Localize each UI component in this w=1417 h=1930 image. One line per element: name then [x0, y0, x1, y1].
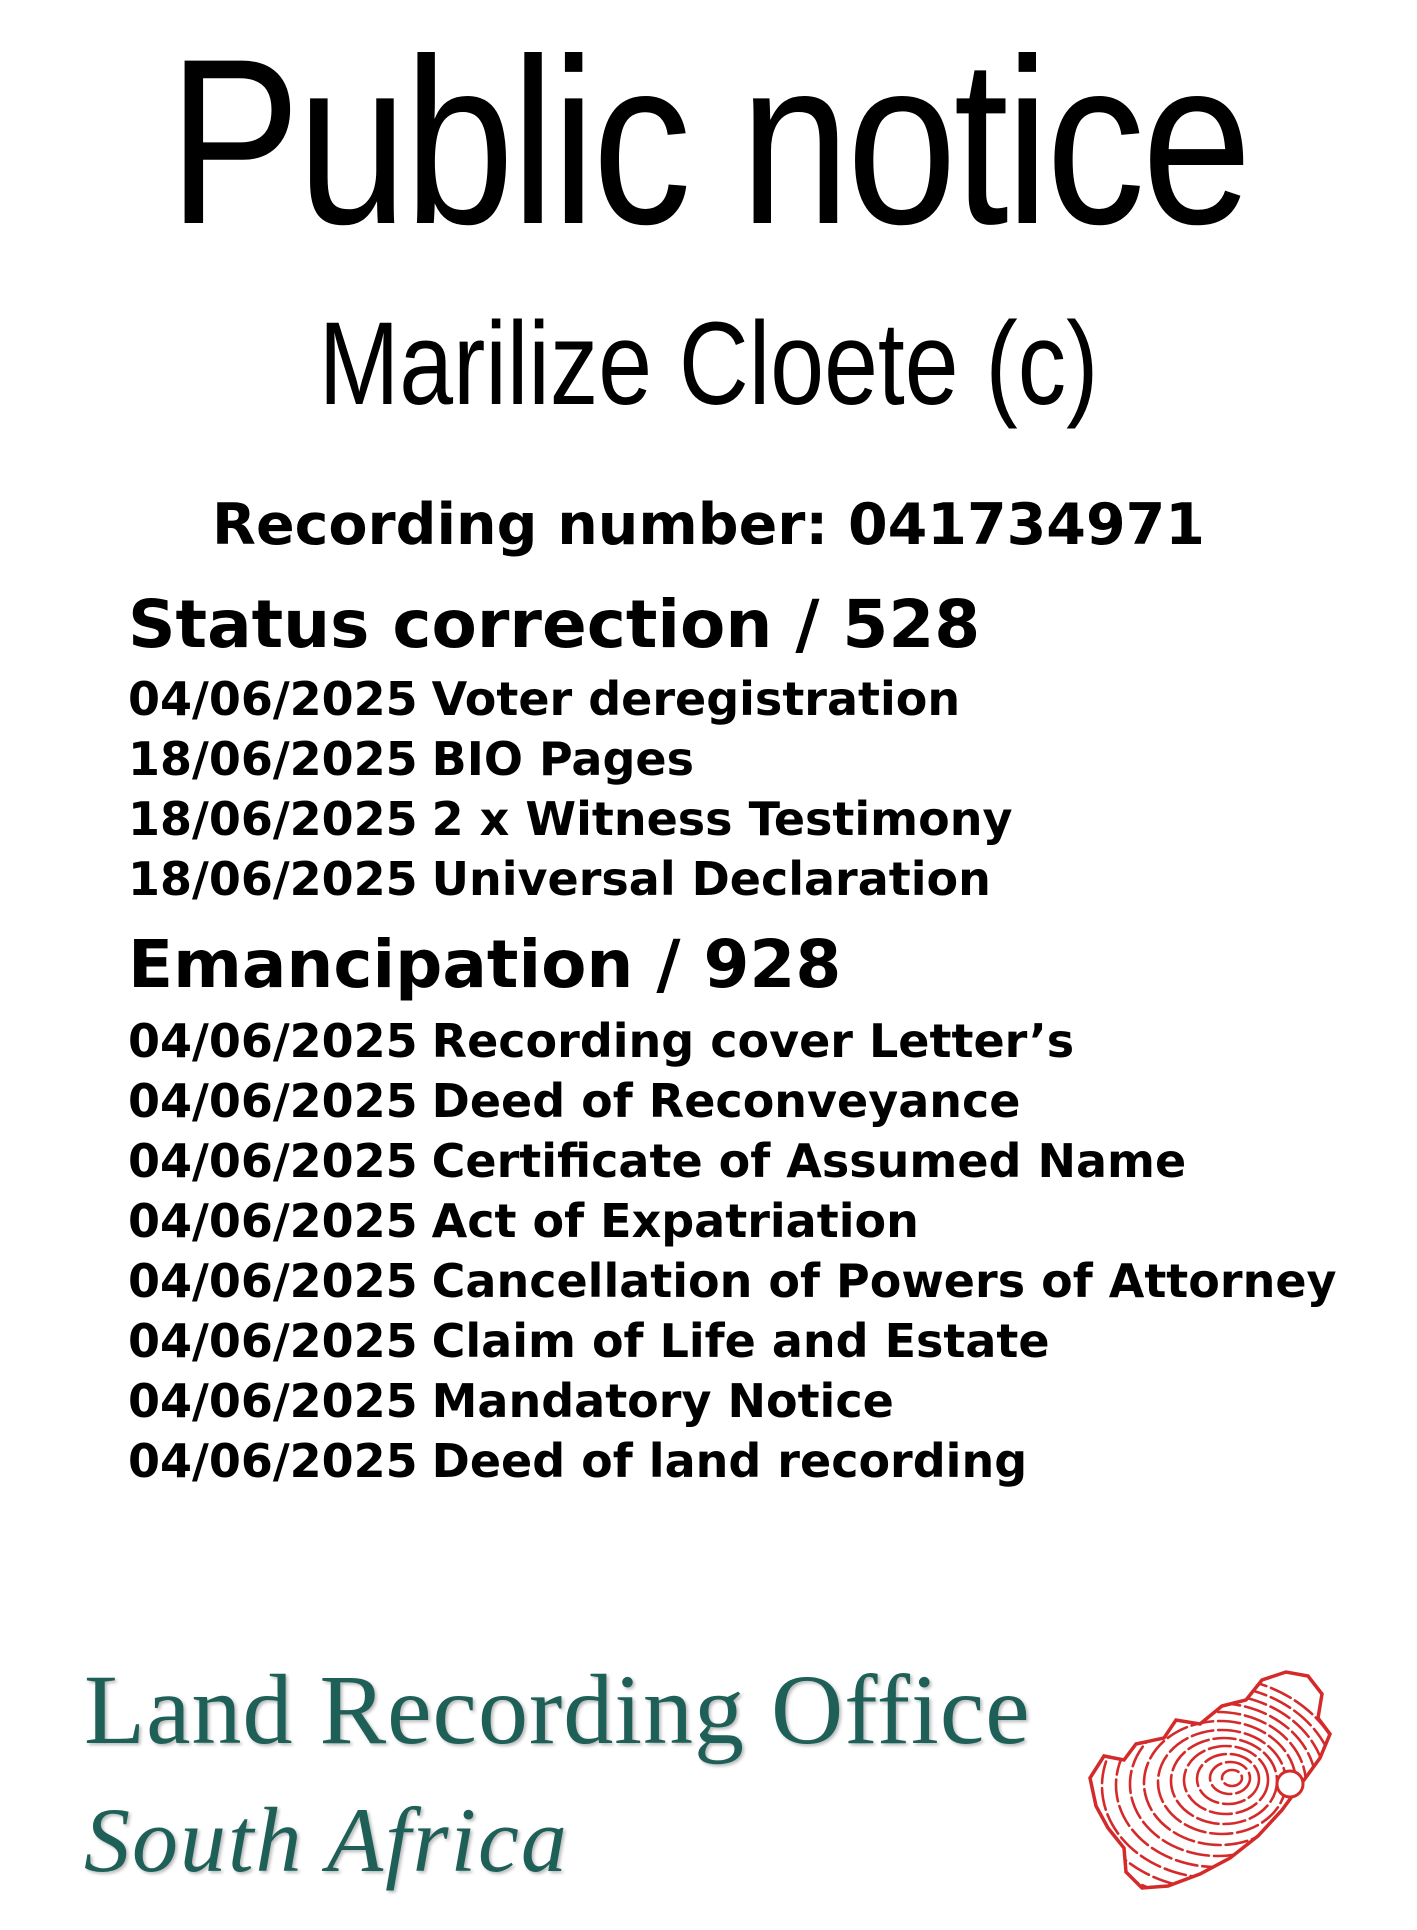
- entry-text: 2 x Witness Testimony: [431, 792, 1013, 846]
- page-title: Public notice: [168, 10, 1249, 274]
- entry-text: BIO Pages: [431, 732, 694, 786]
- entry-text: Voter deregistration: [431, 672, 961, 726]
- entry-text: Deed of land recording: [431, 1434, 1028, 1488]
- entry-date: 04/06/2025: [128, 1254, 418, 1308]
- entry-date: 04/06/2025: [128, 1194, 418, 1248]
- entry-text: Cancellation of Powers of Attorney: [431, 1254, 1337, 1308]
- list-item: [128, 1251, 1337, 1311]
- entry-date: 04/06/2025: [128, 1314, 418, 1368]
- entry-date: 18/06/2025: [128, 852, 418, 906]
- section-emancipation: [128, 925, 1337, 1491]
- entry-text: Recording cover Letter’s: [431, 1014, 1075, 1068]
- list-item: [128, 669, 1012, 729]
- list-item: [128, 1311, 1337, 1371]
- south-africa-fingerprint-map-icon: [1072, 1660, 1342, 1910]
- list-item: [128, 729, 1012, 789]
- entry-text: Certificate of Assumed Name: [431, 1134, 1187, 1188]
- entry-text: Universal Declaration: [431, 852, 991, 906]
- list-item: [128, 1371, 1337, 1431]
- entry-list: [128, 669, 1012, 909]
- recording-number: Recording number: 041734971: [212, 492, 1205, 558]
- entry-text: Deed of Reconveyance: [431, 1074, 1021, 1128]
- list-item: [128, 1071, 1337, 1131]
- section-status-correction: [128, 585, 1012, 909]
- entry-date: 04/06/2025: [128, 1134, 418, 1188]
- list-item: [128, 1131, 1337, 1191]
- entry-date: 04/06/2025: [128, 672, 418, 726]
- entry-date: 18/06/2025: [128, 732, 418, 786]
- entry-date: 04/06/2025: [128, 1074, 418, 1128]
- entry-text: Mandatory Notice: [431, 1374, 894, 1428]
- entry-text: Claim of Life and Estate: [431, 1314, 1050, 1368]
- list-item: [128, 1191, 1337, 1251]
- office-name: Land Recording Office: [84, 1654, 1031, 1765]
- list-item: [128, 789, 1012, 849]
- list-item: [128, 849, 1012, 909]
- entry-date: 04/06/2025: [128, 1014, 418, 1068]
- section-heading: Emancipation / 928: [128, 926, 842, 1003]
- entry-list: [128, 1011, 1337, 1491]
- entry-date: 04/06/2025: [128, 1374, 418, 1428]
- entry-date: 04/06/2025: [128, 1434, 418, 1488]
- entry-text: Act of Expatriation: [431, 1194, 919, 1248]
- list-item: [128, 1431, 1337, 1491]
- list-item: [128, 1011, 1337, 1071]
- office-country: South Africa: [84, 1789, 569, 1891]
- entry-date: 18/06/2025: [128, 792, 418, 846]
- section-heading: Status correction / 528: [128, 586, 981, 663]
- subject-name: Marilize Cloete (c): [318, 298, 1099, 430]
